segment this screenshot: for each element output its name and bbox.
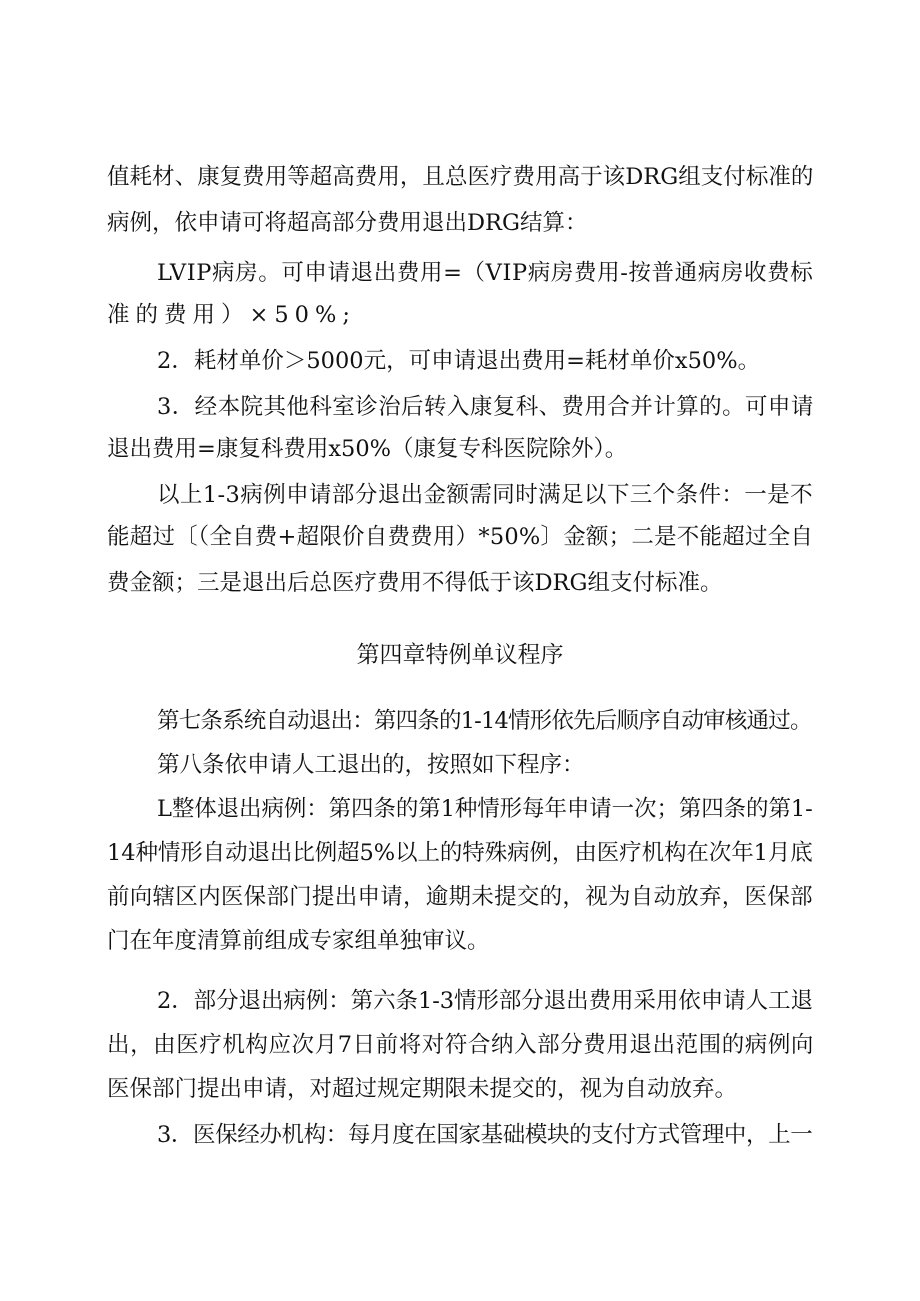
paragraph-line: 14种情形自动退出比例超5%以上的特殊病例，由医疗机构在次年1月底 xyxy=(107,840,813,866)
paragraph-line: 第七条系统自动退出：第四条的1-14情形依先后顺序自动审核通过。 xyxy=(157,708,812,734)
paragraph-line: 出，由医疗机构应次月7日前将对符合纳入部分费用退出范围的病例向 xyxy=(107,1032,814,1058)
paragraph-line: 2．耗材单价＞5000元，可申请退出费用=耗材单价x50%。 xyxy=(157,348,761,374)
paragraph-line: 病例，依申请可将超高部分费用退出DRG结算： xyxy=(107,210,588,236)
paragraph-line: 以上1-3病例申请部分退出金额需同时满足以下三个条件：一是不 xyxy=(157,482,814,508)
paragraph-line: L整体退出病例：第四条的第1种情形每年申请一次；第四条的第1- xyxy=(157,796,813,822)
paragraph-line: LVIP病房。可申请退出费用=（VIP病房费用-按普通病房收费标 xyxy=(157,260,814,286)
paragraph-line: 准的费用）×50%; xyxy=(107,302,356,328)
chapter-heading: 第四章特例单议程序 xyxy=(356,642,564,668)
paragraph-line: 3．经本院其他科室诊治后转入康复科、费用合并计算的。可申请 xyxy=(157,394,814,420)
paragraph-line: 能超过〔（全自费+超限价自费费用）*50%〕金额；二是不能超过全自 xyxy=(107,524,814,550)
paragraph-line: 退出费用=康复科费用x50%（康复专科医院除外）。 xyxy=(107,436,628,462)
paragraph-line: 门在年度清算前组成专家组单独审议。 xyxy=(107,928,490,954)
paragraph-line: 2．部分退出病例：第六条1-3情形部分退出费用采用依申请人工退 xyxy=(157,988,813,1014)
paragraph-line: 费金额；三是退出后总医疗费用不得低于该DRG组支付标准。 xyxy=(107,570,723,596)
paragraph-line: 前向辖区内医保部门提出申请，逾期未提交的，视为自动放弃，医保部 xyxy=(107,884,813,910)
paragraph-line: 医保部门提出申请，对超过规定期限未提交的，视为自动放弃。 xyxy=(107,1076,738,1102)
paragraph-line: 第八条依申请人工退出的，按照如下程序： xyxy=(157,752,585,778)
paragraph-line: 值耗材、康复费用等超高费用，且总医疗费用高于该DRG组支付标准的 xyxy=(107,164,814,190)
paragraph-line: 3．医保经办机构：每月度在国家基础模块的支付方式管理中，上一 xyxy=(157,1122,813,1148)
